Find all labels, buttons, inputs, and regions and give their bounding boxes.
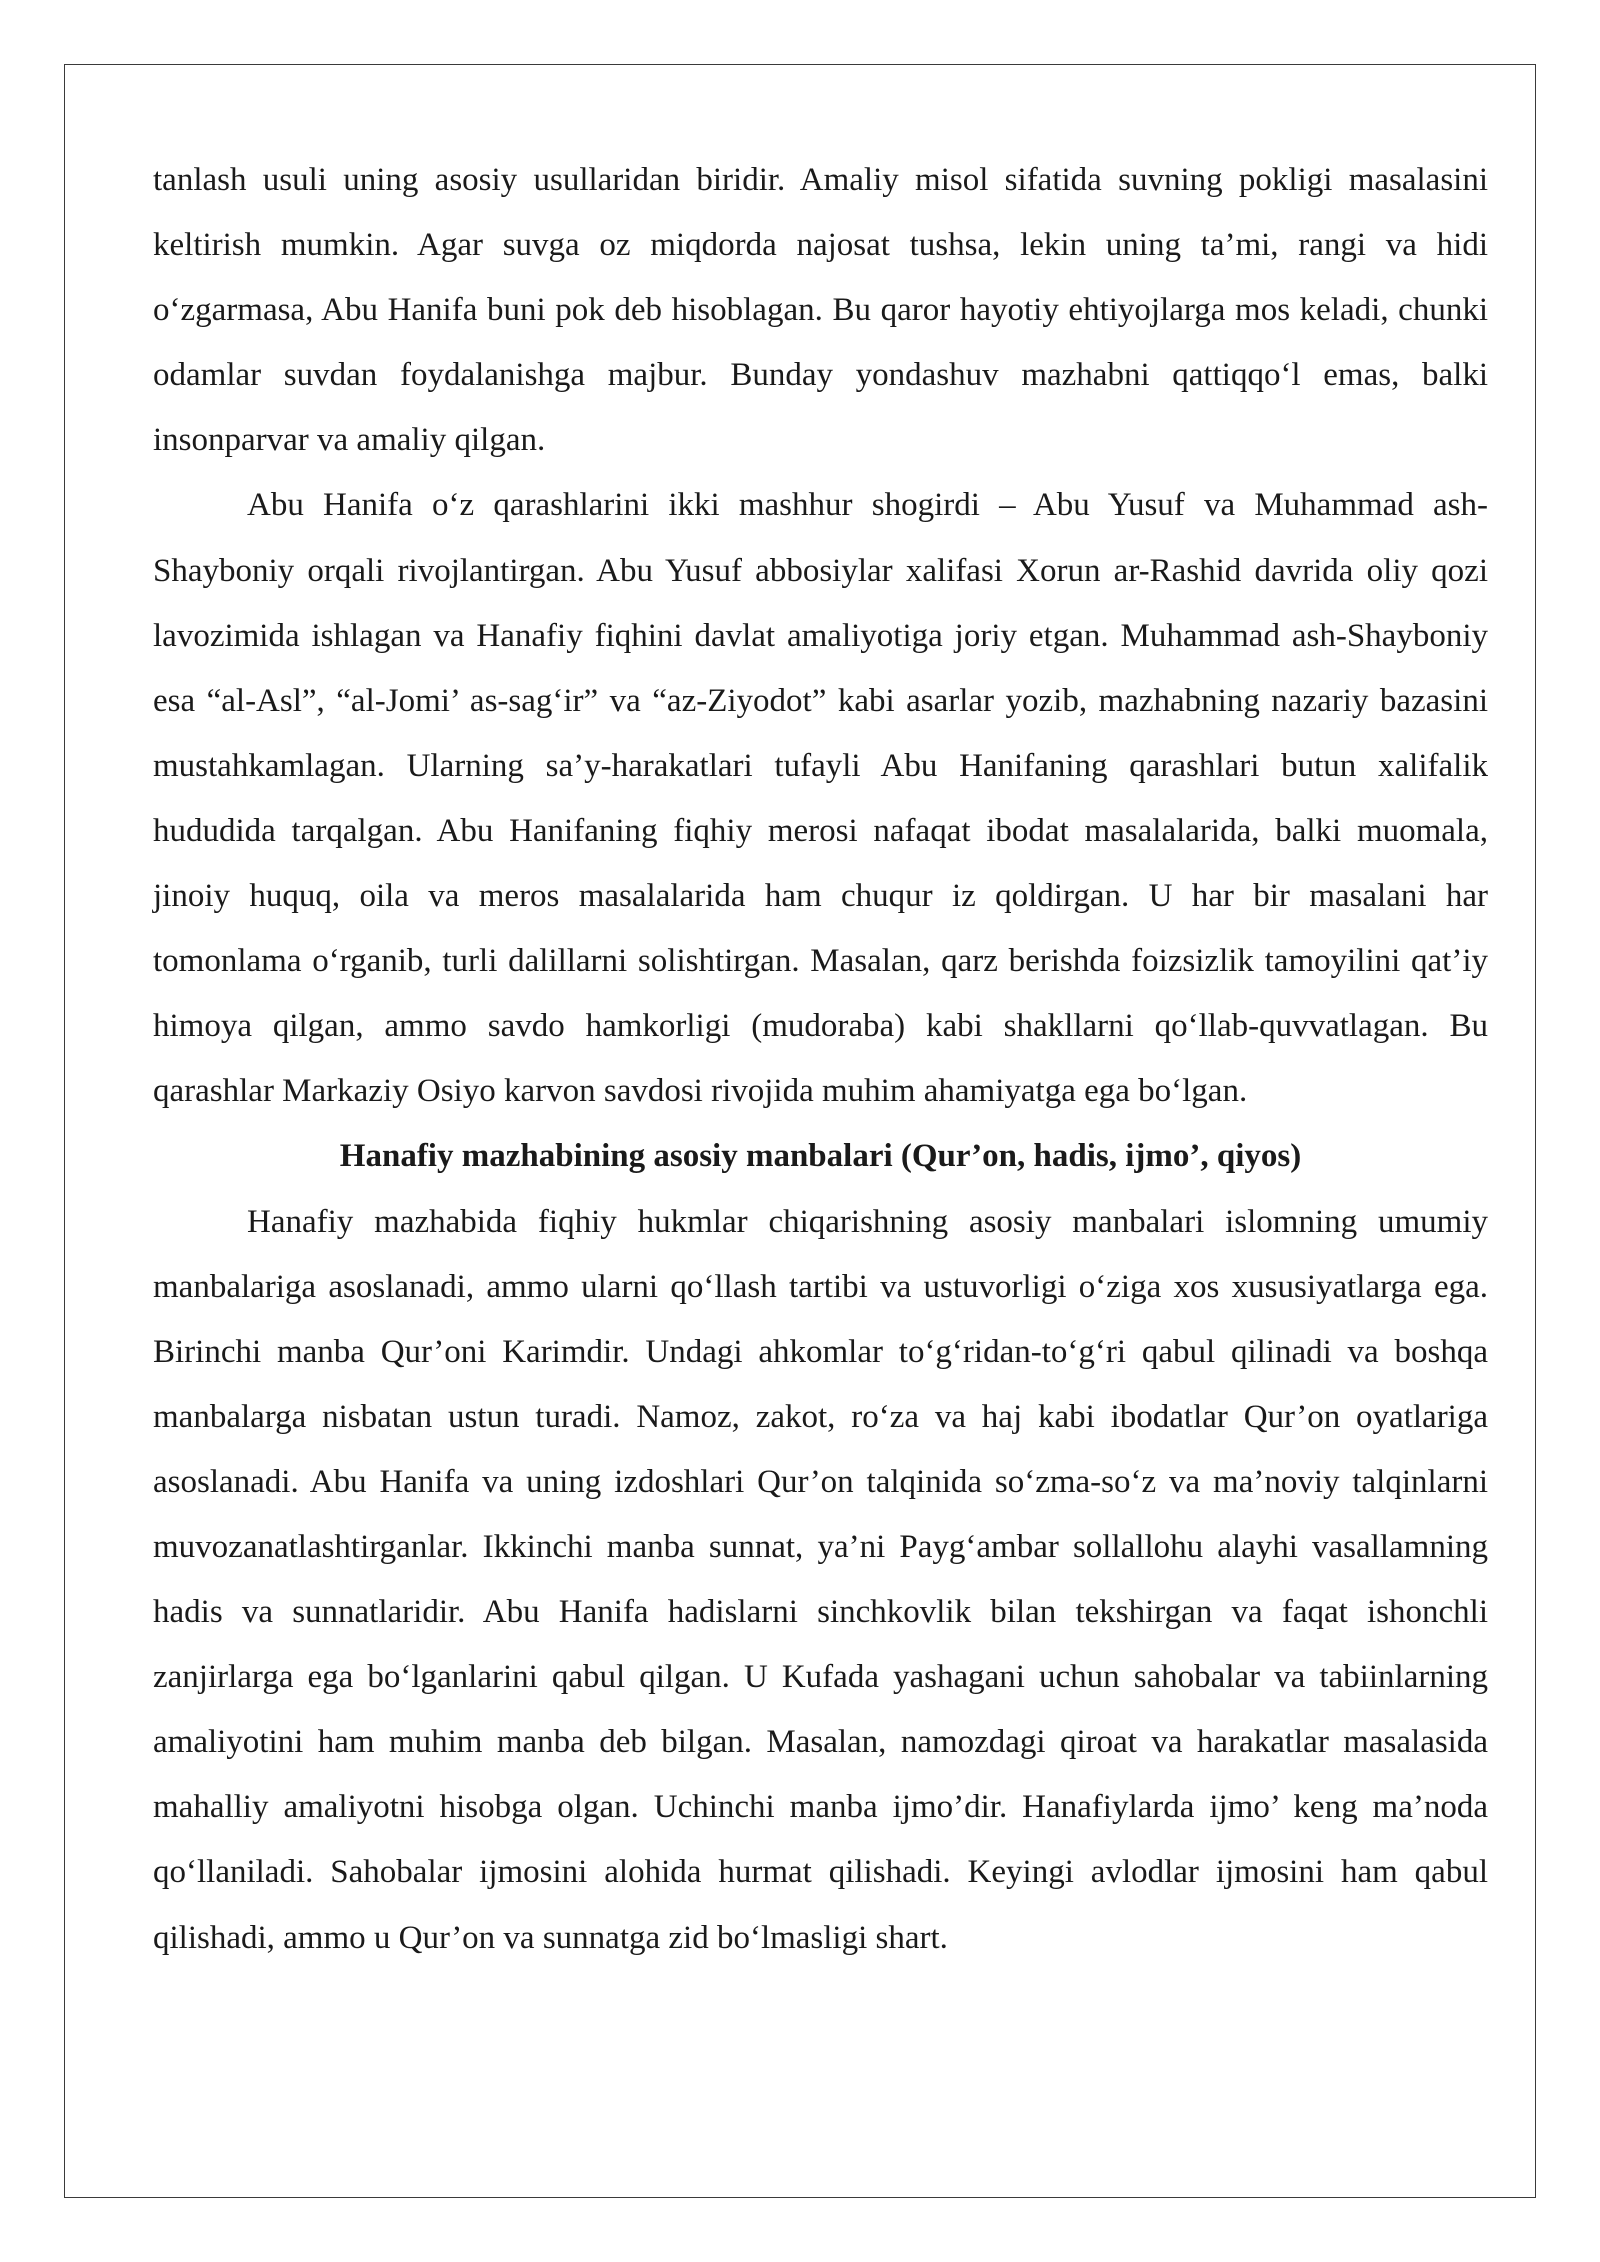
paragraph-sources: Hanafiy mazhabida fiqhiy hukmlar chiqarishning asosiy manbalari islomning umumiy manbalariga asoslanadi, ammo ularni qo‘llash tartibi va ustuvorligi o‘ziga xos xususiyatlarga ega. Birinchi manba Qur’oni Karimdir. Undagi ahkomlar to‘g‘ridan-to‘g‘ri qabul qilinadi va boshqa manbalarga nisbatan ustun turadi. Namoz, zakot, ro‘za va haj kabi ibodatlar Qur’on oyatlariga asoslanadi. Abu Hanifa va uning izdoshlari Qur’on talqinida so‘zma-so‘z va ma’noviy talqinlarni muvozanatlashtirganlar. Ikkinchi manba sunnat, ya’ni Payg‘ambar sollallohu alayhi vasallamning hadis va sunnatlaridir. Abu Hanifa hadislarni sinchkovlik bilan tekshirgan va faqat ishonchli zanjirlarga ega bo‘lganlarini qabul qilgan. U Kufada yashagani uchun sahobalar va tabiinlarning amaliyotini ham muhim manba deb bilgan. Masalan, namozdagi qiroat va harakatlar masalasida mahalliy amaliyotni hisobga olgan. Uchinchi manba ijmo’dir. Hanafiylarda ijmo’ keng ma’noda qo‘llaniladi. Sahobalar ijmosini alohida hurmat qilishadi. Keyingi avlodlar ijmosini ham qabul qilishadi, ammo u Qur’on va sunnatga zid bo‘lmasligi shart. xyxy=(153,1203,1488,1956)
paragraph-abu-hanifa-students: Abu Hanifa o‘z qarashlarini ikki mashhur shogirdi – Abu Yusuf va Muhammad ash-Shayboniy orqali rivojlantirgan. Abu Yusuf abbosiylar xalifasi Xorun ar-Rashid davrida oliy qozi lavozimida ishlagan va Hanafiy fiqhini davlat amaliyotiga joriy etgan. Muhammad ash-Shayboniy esa “al-Asl”, “al-Jomi’ as-sag‘ir” va “az-Ziyodot” kabi asarlar yozib, mazhabning nazariy bazasini mustahkamlagan. Ularning sa’y-harakatlari tufayli Abu Hanifaning qarashlari butun xalifalik hududida tarqalgan. Abu Hanifaning fiqhiy merosi nafaqat ibodat masalalarida, balki muomala, jinoiy huquq, oila va meros masalalarida ham chuqur iz qoldirgan. U har bir masalani har tomonlama o‘rganib, turli dalillarni solishtirgan. Masalan, qarz berishda foizsizlik tamoyilini qat’iy himoya qilgan, ammo savdo hamkorligi (mudoraba) kabi shakllarni qo‘llab-quvvatlagan. Bu qarashlar Markaziy Osiyo karvon savdosi rivojida muhim ahamiyatga ega bo‘lgan. xyxy=(153,487,1488,1110)
section-heading: Hanafiy mazhabining asosiy manbalari (Qur’on, hadis, ijmo’, qiyos) xyxy=(339,1138,1302,1175)
paragraph-continued: tanlash usuli uning asosiy usullaridan biridir. Amaliy misol sifatida suvning pokligi masalasini keltirish mumkin. Agar suvga oz miqdorda najosat tushsa, lekin uning ta’mi, rangi va hidi o‘zgarmasa, Abu Hanifa buni pok deb hisoblagan. Bu qaror hayotiy ehtiyojlarga mos keladi, chunki odamlar suvdan foydalanishga majbur. Bunday yondashuv mazhabni qattiqqo‘l emas, balki insonparvar va amaliy qilgan. xyxy=(153,162,1488,459)
document-body xyxy=(153,148,1488,1971)
